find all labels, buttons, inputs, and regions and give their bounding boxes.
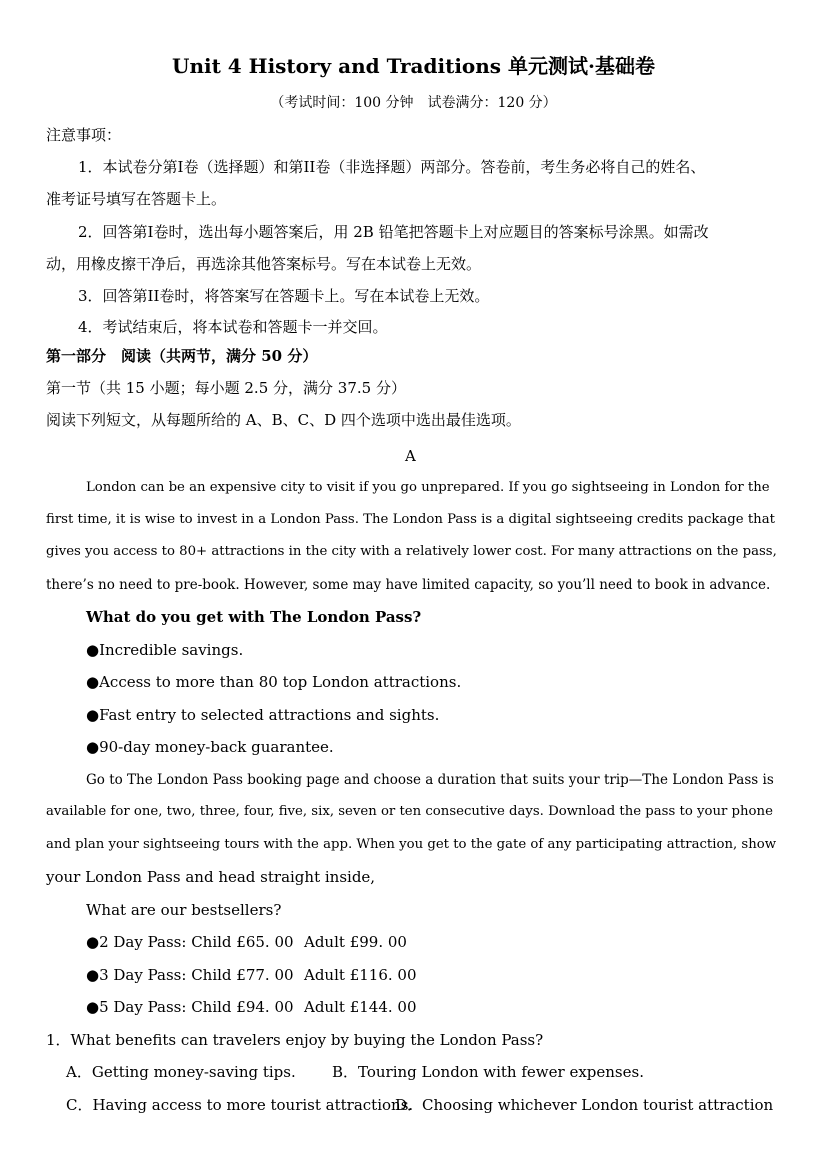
note-line: 2．回答第I卷时，选出每小题答案后，用 2B 铅笔把答题卡上对应题目的答案标号涂黑。如需改 [78,223,709,241]
paragraph-line: gives you access to 80+ attractions in the city with a relatively lower cost. For many attractions on the pass, [46,544,777,559]
pass-row [86,932,407,952]
paragraph-line: first time, it is wise to invest in a London Pass. The London Pass is a digital sightseeing credits package that [46,512,775,527]
note-line: 4．考试结束后，将本试卷和答题卡一并交回。 [78,318,388,336]
pass-child-price: ●2 Day Pass: Child £65. 00 [86,933,294,951]
part1-heading: 第一部分 阅读（共两节，满分 50 分） [46,347,318,365]
benefit-item: ●90-day money-back guarantee. [86,738,334,756]
pass-adult-price: Adult £116. 00 [304,966,417,984]
question-stem: 1．What benefits can travelers enjoy by buying the London Pass? [46,1031,544,1049]
note-line: 准考证号填写在答题卡上。 [46,190,227,208]
paragraph-line: your London Pass and head straight inside, [46,868,376,886]
exam-info: （考试时间：100 分钟 试卷满分：120 分） [270,95,557,111]
section1-heading: 第一节（共 15 小题；每小题 2.5 分，满分 37.5 分） [46,379,406,397]
option-c: C．Having access to more tourist attractions. [66,1096,414,1114]
paragraph-line: London can be an expensive city to visit if you go unprepared. If you go sightseeing in London for the [86,480,770,495]
pass-row [86,997,417,1017]
note-line: 1．本试卷分第I卷（选择题）和第II卷（非选择题）两部分。答卷前，考生务必将自己的姓名、 [78,158,706,176]
benefit-item: ●Incredible savings. [86,641,244,659]
passage-label: A [405,447,416,465]
option-d: D．Choosing whichever London tourist attraction [395,1096,774,1114]
note-line: 动，用橡皮擦干净后，再选涂其他答案标号。写在本试卷上无效。 [46,255,482,273]
paragraph-line: available for one, two, three, four, five, six, seven or ten consecutive days. Download the pass to your phone [46,804,773,819]
notes-heading: 注意事项： [46,126,122,144]
pass-child-price: ●5 Day Pass: Child £94. 00 [86,998,294,1016]
note-line: 3．回答第II卷时，将答案写在答题卡上。写在本试卷上无效。 [78,287,490,305]
pass-adult-price: Adult £99. 00 [304,933,407,951]
paragraph-line: there’s no need to pre-book. However, some may have limited capacity, so you’ll need to book in advance. [46,577,771,593]
paragraph-line: Go to The London Pass booking page and choose a duration that suits your trip—The London Pass is [86,772,774,788]
benefit-item: ●Fast entry to selected attractions and sights. [86,706,440,724]
option-b: B．Touring London with fewer expenses. [332,1063,644,1081]
benefits-heading: What do you get with The London Pass? [86,608,422,626]
page-title: Unit 4 History and Traditions 单元测试·基础卷 [172,54,655,78]
option-a: A．Getting money-saving tips. [66,1063,296,1081]
pass-adult-price: Adult £144. 00 [304,998,417,1016]
paragraph-line: and plan your sightseeing tours with the app. When you get to the gate of any participating attraction, show [46,837,777,852]
pass-child-price: ●3 Day Pass: Child £77. 00 [86,966,294,984]
pass-row [86,965,417,985]
benefit-item: ●Access to more than 80 top London attractions. [86,673,462,691]
instruction: 阅读下列短文，从每题所给的 A、B、C、D 四个选项中选出最佳选项。 [46,411,521,429]
bestsellers-heading: What are our bestsellers? [86,901,282,919]
